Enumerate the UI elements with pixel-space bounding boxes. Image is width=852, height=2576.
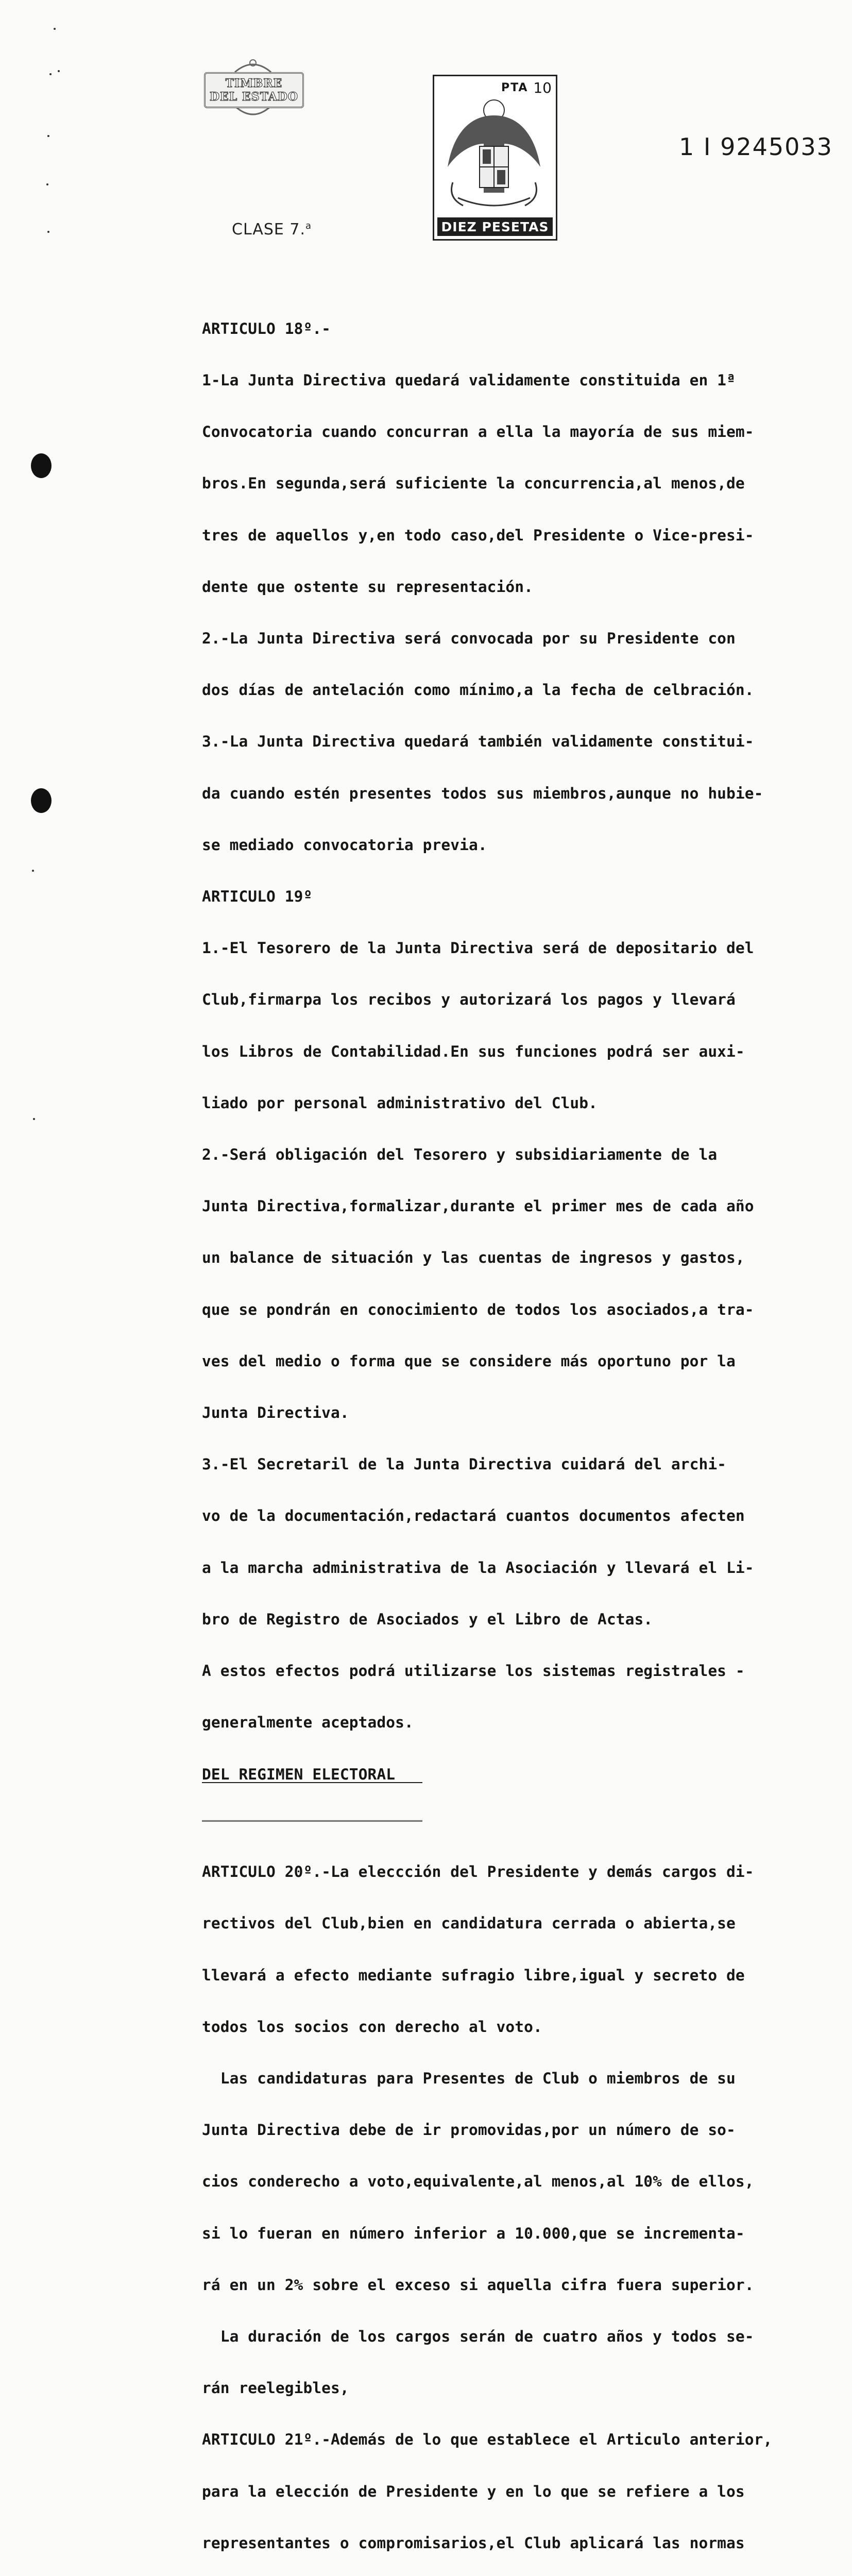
text-line: da cuando estén presentes todos sus miembros,aunque no hubie- bbox=[202, 784, 763, 802]
speck bbox=[47, 135, 49, 137]
text-line: dente que ostente su representación. bbox=[202, 578, 533, 596]
text-line: dos días de antelación como mínimo,a la fecha de celbración. bbox=[202, 681, 754, 699]
text-line: ves del medio o forma que se considere más oportuno por la bbox=[202, 1352, 736, 1370]
stamp-caption: DIEZ PESETAS bbox=[437, 217, 553, 236]
speck bbox=[58, 70, 60, 72]
text-line: A estos efectos podrá utilizarse los sistemas registrales - bbox=[202, 1662, 745, 1680]
text-line: Las candidaturas para Presentes de Club o miembros de su bbox=[202, 2069, 736, 2087]
text-line: 1-La Junta Directiva quedará validamente constituida en 1ª bbox=[202, 371, 736, 389]
text-line: 2.-Será obligación del Tesorero y subsidiariamente de la bbox=[202, 1146, 718, 1164]
text-line: ARTICULO 18º.- bbox=[202, 319, 331, 337]
speck bbox=[54, 28, 56, 30]
speck bbox=[33, 1118, 35, 1120]
clase-label bbox=[232, 221, 312, 239]
text-line: Convocatoria cuando concurran a ella la mayoría de sus miem- bbox=[202, 423, 754, 441]
speck bbox=[49, 73, 52, 75]
coat-of-arms-icon bbox=[437, 95, 552, 213]
text-line: Junta Directiva,formalizar,durante el primer mes de cada año bbox=[202, 1197, 754, 1215]
text-line: generalmente aceptados. bbox=[202, 1714, 414, 1732]
document-body bbox=[202, 286, 841, 2576]
text-line: liado por personal administrativo del Club. bbox=[202, 1094, 598, 1112]
fiscal-stamp bbox=[433, 75, 557, 241]
speck bbox=[47, 231, 49, 233]
serial-number: 1 I 9245033 bbox=[679, 133, 833, 161]
text-line: se mediado convocatoria previa. bbox=[202, 836, 487, 854]
text-line: 3.-El Secretaril de la Junta Directiva cuidará del archi- bbox=[202, 1455, 727, 1473]
speck bbox=[32, 870, 34, 872]
timbre-line-2: DEL ESTADO bbox=[209, 90, 299, 104]
text-line: rá en un 2% sobre el exceso si aquella cifra fuera superior. bbox=[202, 2276, 754, 2294]
text-line: todos los socios con derecho al voto. bbox=[202, 2018, 542, 2036]
timbre-line-1: TIMBRE bbox=[225, 77, 283, 90]
text-line: ARTICULO 19º bbox=[202, 888, 313, 906]
text-line: Junta Directiva debe de ir promovidas,por un número de so- bbox=[202, 2121, 736, 2139]
text-line: 2.-La Junta Directiva será convocada por su Presidente con bbox=[202, 630, 736, 648]
text-line: si lo fueran en número inferior a 10.000,que se incrementa- bbox=[202, 2224, 745, 2242]
timbre-plate bbox=[204, 72, 304, 108]
clase-sup: a bbox=[305, 221, 312, 231]
stamp-currency: PTA bbox=[501, 81, 529, 94]
text-line: cios conderecho a voto,equivalente,al menos,al 10% de ellos, bbox=[202, 2173, 754, 2191]
text-line: bros.En segunda,será suficiente la concurrencia,al menos,de bbox=[202, 474, 745, 493]
text-line: Club,firmarpa los recibos y autorizará los pagos y llevará bbox=[202, 991, 736, 1009]
text-line: tres de aquellos y,en todo caso,del Presidente o Vice-presi- bbox=[202, 526, 754, 544]
text-line: a la marcha administrativa de la Asociación y llevará el Li- bbox=[202, 1558, 754, 1577]
text-line: los Libros de Contabilidad.En sus funciones podrá ser auxi- bbox=[202, 1042, 745, 1060]
text-line: La duración de los cargos serán de cuatro años y todos se- bbox=[202, 2327, 754, 2345]
text-line: ARTICULO 20º.-La eleccción del Presidente y demás cargos di- bbox=[202, 1863, 754, 1881]
timbre-del-estado-seal bbox=[204, 57, 302, 124]
text-line: 1.-El Tesorero de la Junta Directiva será de depositario del bbox=[202, 939, 754, 957]
text-line: que se pondrán en conocimiento de todos los asociados,a tra- bbox=[202, 1300, 754, 1318]
stamp-value: 10 bbox=[533, 79, 552, 96]
text-line: Junta Directiva. bbox=[202, 1404, 349, 1422]
text-line: vo de la documentación,redactará cuantos documentos afecten bbox=[202, 1507, 745, 1525]
text-line: rectivos del Club,bien en candidatura cerrada o abierta,se bbox=[202, 1914, 736, 1933]
speck bbox=[46, 183, 48, 185]
clase-text: CLASE 7. bbox=[232, 221, 306, 239]
text-line: bro de Registro de Asociados y el Libro de Actas. bbox=[202, 1610, 653, 1628]
text-line: llevará a efecto mediante sufragio libre,igual y secreto de bbox=[202, 1966, 745, 1984]
text-line: representantes o compromisarios,el Club aplicará las normas bbox=[202, 2534, 745, 2552]
double-underline bbox=[202, 1817, 422, 1822]
text-line: un balance de situación y las cuentas de ingresos y gastos, bbox=[202, 1249, 745, 1267]
text-line: para la elección de Presidente y en lo que se refiere a los bbox=[202, 2482, 745, 2500]
text-line: rán reelegibles, bbox=[202, 2379, 349, 2397]
punch-hole-bottom bbox=[31, 788, 52, 813]
punch-hole-top bbox=[31, 453, 52, 478]
text-line: 3.-La Junta Directiva quedará también validamente constitui- bbox=[202, 733, 754, 751]
text-line: ARTICULO 21º.-Además de lo que establece el Articulo anterior, bbox=[202, 2431, 773, 2449]
section-heading-electoral: DEL REGIMEN ELECTORAL bbox=[202, 1766, 422, 1783]
